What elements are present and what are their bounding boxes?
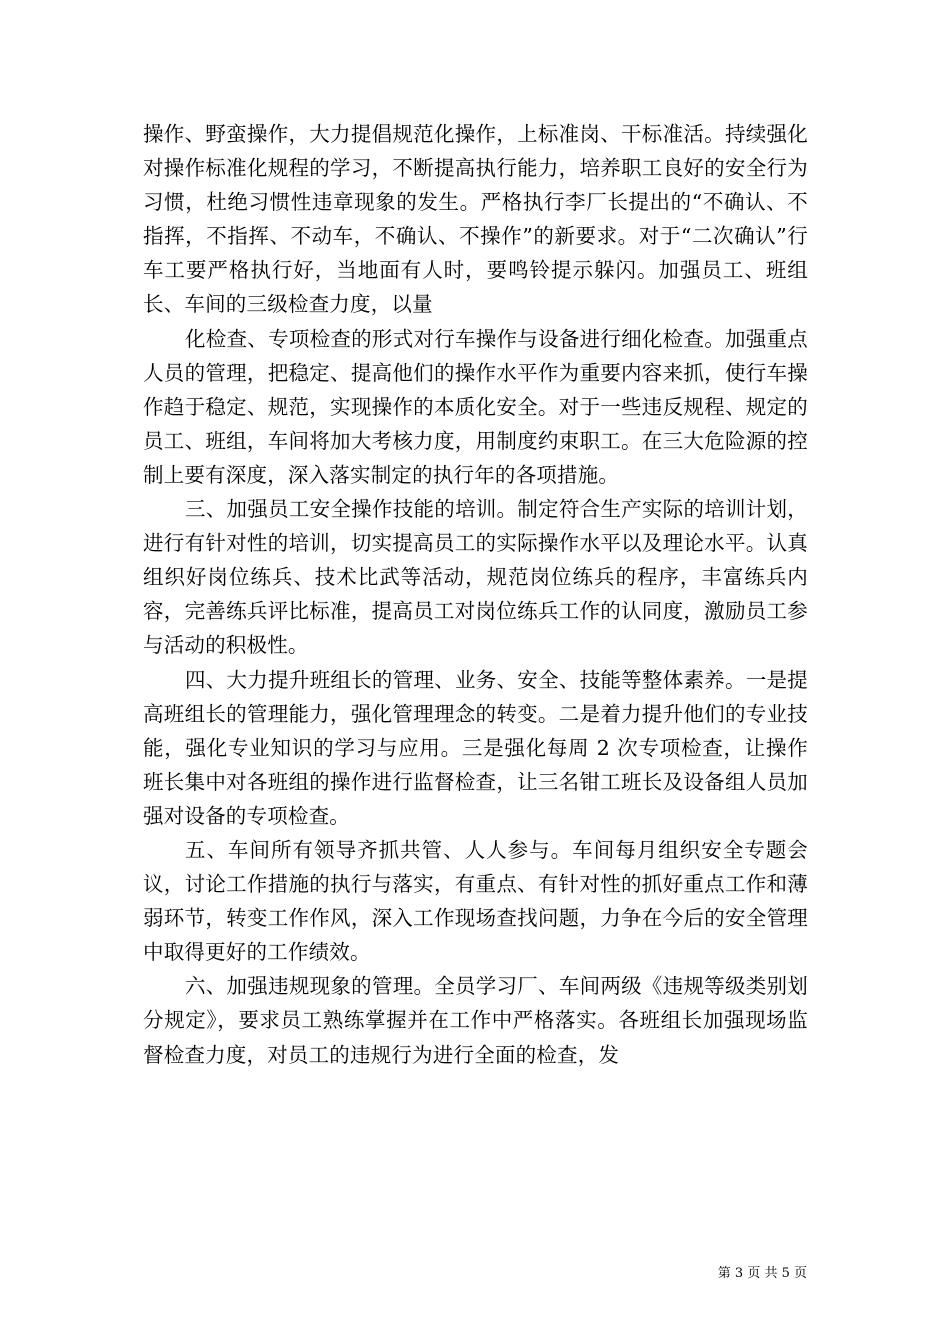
paragraph: 化检查、专项检查的形式对行车操作与设备进行细化检查。加强重点人员的管理，把稳定、提高他们的操作水平作为重要内容来抓，使行车操作趋于稳定、规范，实现操作的本质化安全。对于一些违反规程、规定的员工、班组，车间将加大考核力度，用制度约束职工。在三大危险源的控制上要有深度，深入落实制定的执行年的各项措施。 bbox=[143, 326, 808, 487]
page-number: 第 3 页 共 5 页 bbox=[717, 1266, 807, 1281]
paragraph-section-5: 五、车间所有领导齐抓共管、人人参与。车间每月组织安全专题会议，讨论工作措施的执行与落实，有重点、有针对性的抓好重点工作和薄弱环节，转变工作作风，深入工作现场查找问题，力争在今后的安全管理中取得更好的工作绩效。 bbox=[143, 837, 808, 965]
document-body bbox=[143, 117, 808, 1072]
paragraph-section-4: 四、大力提升班组长的管理、业务、安全、技能等整体素养。一是提高班组长的管理能力，强化管理理念的转变。二是着力提升他们的专业技能，强化专业知识的学习与应用。三是强化每周 2 次专项检查，让操作班长集中对各班组的操作进行监督检查，让三名钳工班长及设备组人员加强对设备的专项检查。 bbox=[143, 667, 808, 828]
paragraph-section-3: 三、加强员工安全操作技能的培训。制定符合生产实际的培训计划，进行有针对性的培训，切实提高员工的实际操作水平以及理论水平。认真组织好岗位练兵、技术比武等活动，规范岗位练兵的程序，丰富练兵内容，完善练兵评比标准，提高员工对岗位练兵工作的认同度，激励员工参与活动的积极性。 bbox=[143, 497, 808, 658]
paragraph-continued: 操作、野蛮操作，大力提倡规范化操作，上标准岗、干标准活。持续强化对操作标准化规程的学习，不断提高执行能力，培养职工良好的安全行为习惯，杜绝习惯性违章现象的发生。严格执行李厂长提出的“不确认、不指挥，不指挥、不动车，不确认、不操作”的新要求。对于“二次确认”行车工要严格执行好，当地面有人时，要鸣铃提示躲闪。加强员工、班组长、车间的三级检查力度，以量 bbox=[143, 122, 808, 317]
paragraph-section-6: 六、加强违规现象的管理。全员学习厂、车间两级《违规等级类别划分规定》，要求员工熟练掌握并在工作中严格落实。各班组长加强现场监督检查力度，对员工的违规行为进行全面的检查，发 bbox=[143, 974, 808, 1067]
